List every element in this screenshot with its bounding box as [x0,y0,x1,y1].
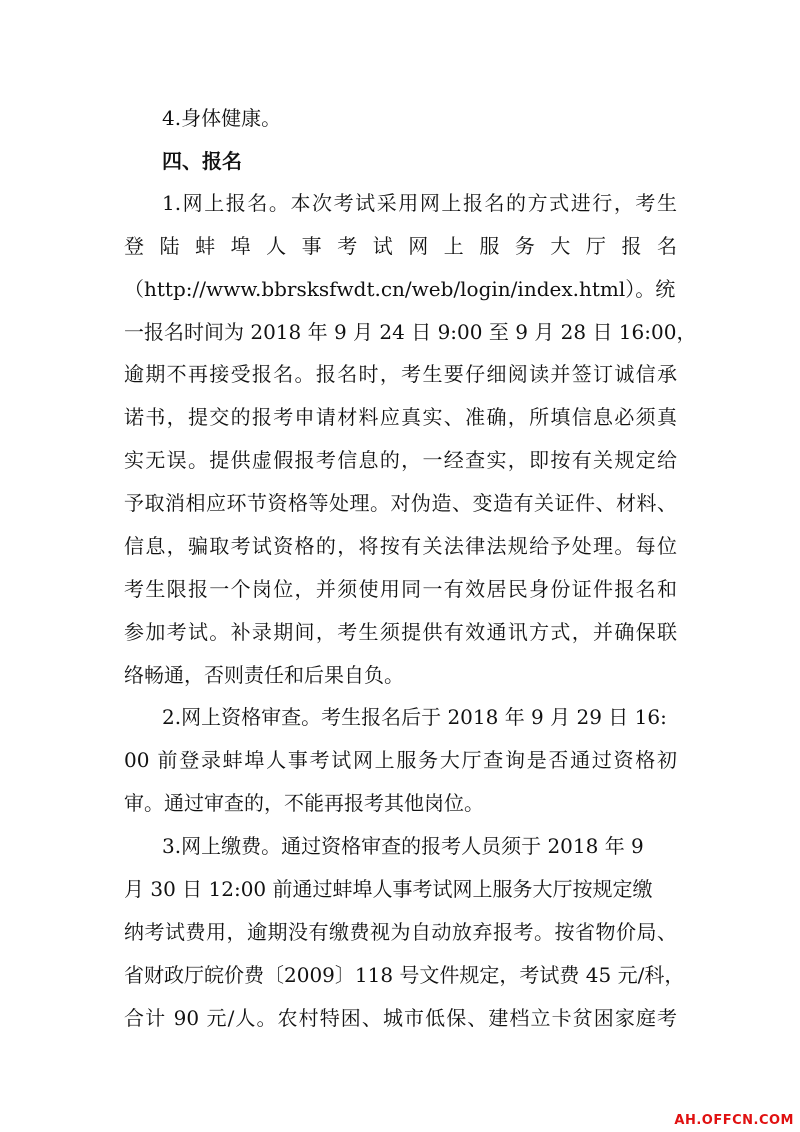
paragraph-line: 纳考试费用，逾期没有缴费视为自动放弃报考。按省物价局、 [124,920,677,944]
paragraph-line-url: （http://www.bbrsksfwdt.cn/web/login/index.html）。统 [124,277,676,301]
paragraph-line: 一报名时间为 2018 年 9 月 24 日 9:00 至 9 月 28 日 16:00， [124,320,697,344]
paragraph-line: 2.网上资格审查。考生报名后于 2018 年 9 月 29 日 16: [162,705,667,729]
paragraph-line: 00 前登录蚌埠人事考试网上服务大厅查询是否通过资格初 [124,748,677,772]
paragraph-line: 考生限报一个岗位，并须使用同一有效居民身份证件报名和 [124,577,677,601]
paragraph-line: 省财政厅皖价费〔2009〕118 号文件规定，考试费 45 元/科， [124,963,685,987]
paragraph-line: 予取消相应环节资格等处理。对伪造、变造有关证件、材料、 [124,491,677,515]
paragraph-line: 审。通过审查的，不能再报考其他岗位。 [124,791,484,815]
paragraph-line: 信息，骗取考试资格的，将按有关法律法规给予处理。每位 [124,534,677,558]
site-watermark: AH.OFFCN.COM [674,1113,794,1128]
paragraph-line: 1.网上报名。本次考试采用网上报名的方式进行，考生 [162,191,677,215]
paragraph-line: 3.网上缴费。通过资格审查的报考人员须于 2018 年 9 [162,834,644,858]
paragraph-line: 实无误。提供虚假报考信息的，一经查实，即按有关规定给 [124,448,677,472]
paragraph-line: 月 30 日 12:00 前通过蚌埠人事考试网上服务大厅按规定缴 [124,877,653,901]
paragraph-line: 参加考试。补录期间，考生须提供有效通讯方式，并确保联 [124,620,677,644]
item-4-health: 4.身体健康。 [162,106,282,130]
paragraph-line: 络畅通，否则责任和后果自负。 [124,663,404,687]
paragraph-line: 登陆蚌埠人事考试网上服务大厅报名 [124,234,677,258]
section-heading-registration: 四、报名 [162,149,242,173]
paragraph-line: 逾期不再接受报名。报名时，考生要仔细阅读并签订诚信承 [124,362,677,386]
paragraph-line: 诺书，提交的报考申请材料应真实、准确，所填信息必须真 [124,405,677,429]
paragraph-line: 合计 90 元/人。农村特困、城市低保、建档立卡贫困家庭考 [124,1006,677,1030]
